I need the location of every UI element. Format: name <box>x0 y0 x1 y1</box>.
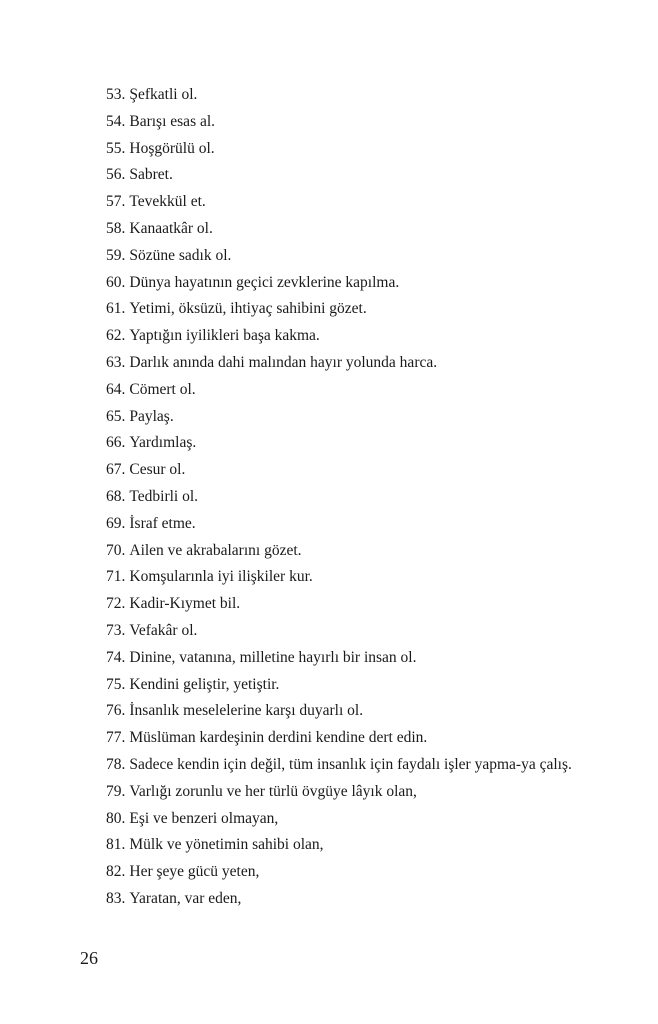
list-item <box>74 645 584 672</box>
item-number: 63. <box>106 353 126 371</box>
item-text: Mülk ve yönetimin sahibi olan, <box>129 836 324 854</box>
item-text: Tevekkül et. <box>129 193 206 211</box>
item-text: Yardımlaş. <box>129 434 197 452</box>
item-text: Ailen ve akrabalarını gözet. <box>129 541 302 559</box>
item-number: 72. <box>106 595 126 613</box>
item-text: Dinine, vatanına, milletine hayırlı bir insan ol. <box>129 648 417 666</box>
list-item <box>74 350 584 377</box>
page-number: 26 <box>80 948 98 968</box>
item-text: Kadir-Kıymet bil. <box>129 595 241 613</box>
list-item <box>74 162 584 189</box>
list-item <box>74 511 584 538</box>
item-text: Barışı esas al. <box>129 112 216 130</box>
item-text: Sadece kendin için değil, tüm insanlık için faydalı işler yapma-ya çalış. <box>129 755 572 773</box>
item-number: 56. <box>106 166 126 184</box>
item-text: İnsanlık meselelerine karşı duyarlı ol. <box>129 702 364 720</box>
item-text: Şefkatli ol. <box>129 86 198 103</box>
item-number: 54. <box>106 112 126 130</box>
item-number: 60. <box>106 273 126 291</box>
item-text: Cömert ol. <box>129 380 196 398</box>
list-item <box>74 538 584 565</box>
item-text: Yaratan, var eden, <box>129 889 242 907</box>
list-item <box>74 779 584 806</box>
item-number: 71. <box>106 568 126 586</box>
item-text: Komşularınla iyi ilişkiler kur. <box>129 568 313 586</box>
item-number: 61. <box>106 300 126 318</box>
list-item <box>74 189 584 216</box>
list-item <box>74 430 584 457</box>
list-item <box>74 672 584 699</box>
item-text: Varlığı zorunlu ve her türlü övgüye lâyık olan, <box>129 782 417 800</box>
item-text: Darlık anında dahi malından hayır yolunda harca. <box>129 353 438 371</box>
item-number: 77. <box>106 729 126 747</box>
item-number: 67. <box>106 461 126 479</box>
list-item <box>74 725 584 752</box>
item-text: İsraf etme. <box>129 514 196 532</box>
item-number: 73. <box>106 621 126 639</box>
item-number: 64. <box>106 380 126 398</box>
list-item <box>74 323 584 350</box>
numbered-list <box>74 82 584 913</box>
item-number: 53. <box>106 86 126 103</box>
item-text: Yaptığın iyilikleri başa kakma. <box>129 327 320 345</box>
item-text: Eşi ve benzeri olmayan, <box>129 809 279 827</box>
item-number: 83. <box>106 889 126 907</box>
item-number: 68. <box>106 487 126 505</box>
list-item <box>74 484 584 511</box>
list-item <box>74 806 584 833</box>
list-item <box>74 698 584 725</box>
list-item <box>74 377 584 404</box>
list-item <box>74 109 584 136</box>
item-number: 58. <box>106 219 126 237</box>
item-text: Cesur ol. <box>129 461 186 479</box>
item-text: Sabret. <box>129 166 173 184</box>
item-number: 80. <box>106 809 126 827</box>
list-item <box>74 886 584 913</box>
list-item <box>74 859 584 886</box>
item-number: 74. <box>106 648 126 666</box>
item-number: 81. <box>106 836 126 854</box>
item-number: 69. <box>106 514 126 532</box>
list-item <box>74 82 584 109</box>
list-item <box>74 618 584 645</box>
list-item <box>74 136 584 163</box>
list-item <box>74 270 584 297</box>
item-text: Müslüman kardeşinin derdini kendine dert edin. <box>129 729 428 747</box>
item-number: 79. <box>106 782 126 800</box>
item-text: Yetimi, öksüzü, ihtiyaç sahibini gözet. <box>129 300 367 318</box>
item-text: Her şeye gücü yeten, <box>129 863 260 881</box>
item-number: 66. <box>106 434 126 452</box>
item-text: Kanaatkâr ol. <box>129 219 213 237</box>
item-text: Tedbirli ol. <box>129 487 199 505</box>
item-text: Dünya hayatının geçici zevklerine kapılma. <box>129 273 400 291</box>
item-number: 62. <box>106 327 126 345</box>
item-number: 65. <box>106 407 126 425</box>
item-text: Paylaş. <box>129 407 174 425</box>
item-text: Hoşgörülü ol. <box>129 139 215 157</box>
list-item <box>74 216 584 243</box>
item-text: Sözüne sadık ol. <box>129 246 232 264</box>
item-number: 76. <box>106 702 126 720</box>
item-number: 57. <box>106 193 126 211</box>
item-number: 59. <box>106 246 126 264</box>
list-item <box>74 564 584 591</box>
list-item <box>74 243 584 270</box>
list-item <box>74 591 584 618</box>
list-item <box>74 752 584 779</box>
list-item <box>74 404 584 431</box>
item-text: Vefakâr ol. <box>129 621 198 639</box>
item-number: 82. <box>106 863 126 881</box>
list-item <box>74 457 584 484</box>
item-text: Kendini geliştir, yetiştir. <box>129 675 280 693</box>
item-number: 55. <box>106 139 126 157</box>
item-number: 78. <box>106 755 126 773</box>
list-item <box>74 832 584 859</box>
item-number: 75. <box>106 675 126 693</box>
list-item <box>74 296 584 323</box>
item-number: 70. <box>106 541 126 559</box>
